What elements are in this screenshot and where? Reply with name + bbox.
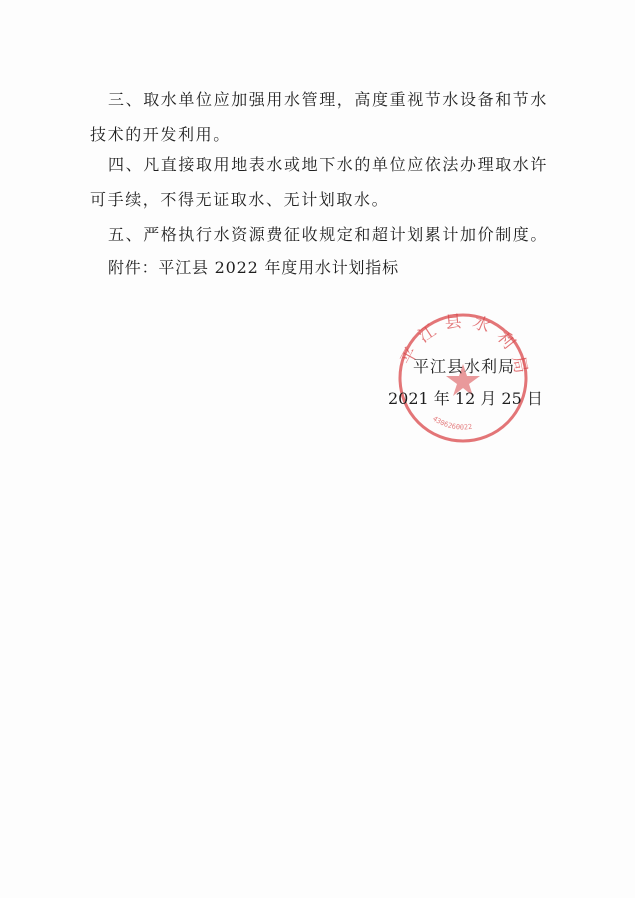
svg-text:4306260022: 4306260022 xyxy=(431,414,473,432)
issue-date: 2021 年 12 月 25 日 xyxy=(388,389,543,408)
paragraph-4-line-1: 四、凡直接取用地表水或地下水的单位应依法办理取水许 xyxy=(108,155,549,174)
issuer-name: 平江县水利局 xyxy=(413,357,516,376)
paragraph-4-line-2: 可手续，不得无证取水、无计划取水。 xyxy=(90,190,390,209)
paragraph-3-line-1: 三、取水单位应加强用水管理，高度重视节水设备和节水 xyxy=(108,90,549,109)
paragraph-3-line-2: 技术的开发利用。 xyxy=(90,125,231,144)
attachment-line: 附件：平江县 2022 年度用水计划指标 xyxy=(108,258,399,277)
svg-text:平江县水利局: 平江县水利局 xyxy=(397,311,533,384)
paragraph-5: 五、严格执行水资源费征收规定和超计划累计加价制度。 xyxy=(108,225,549,244)
